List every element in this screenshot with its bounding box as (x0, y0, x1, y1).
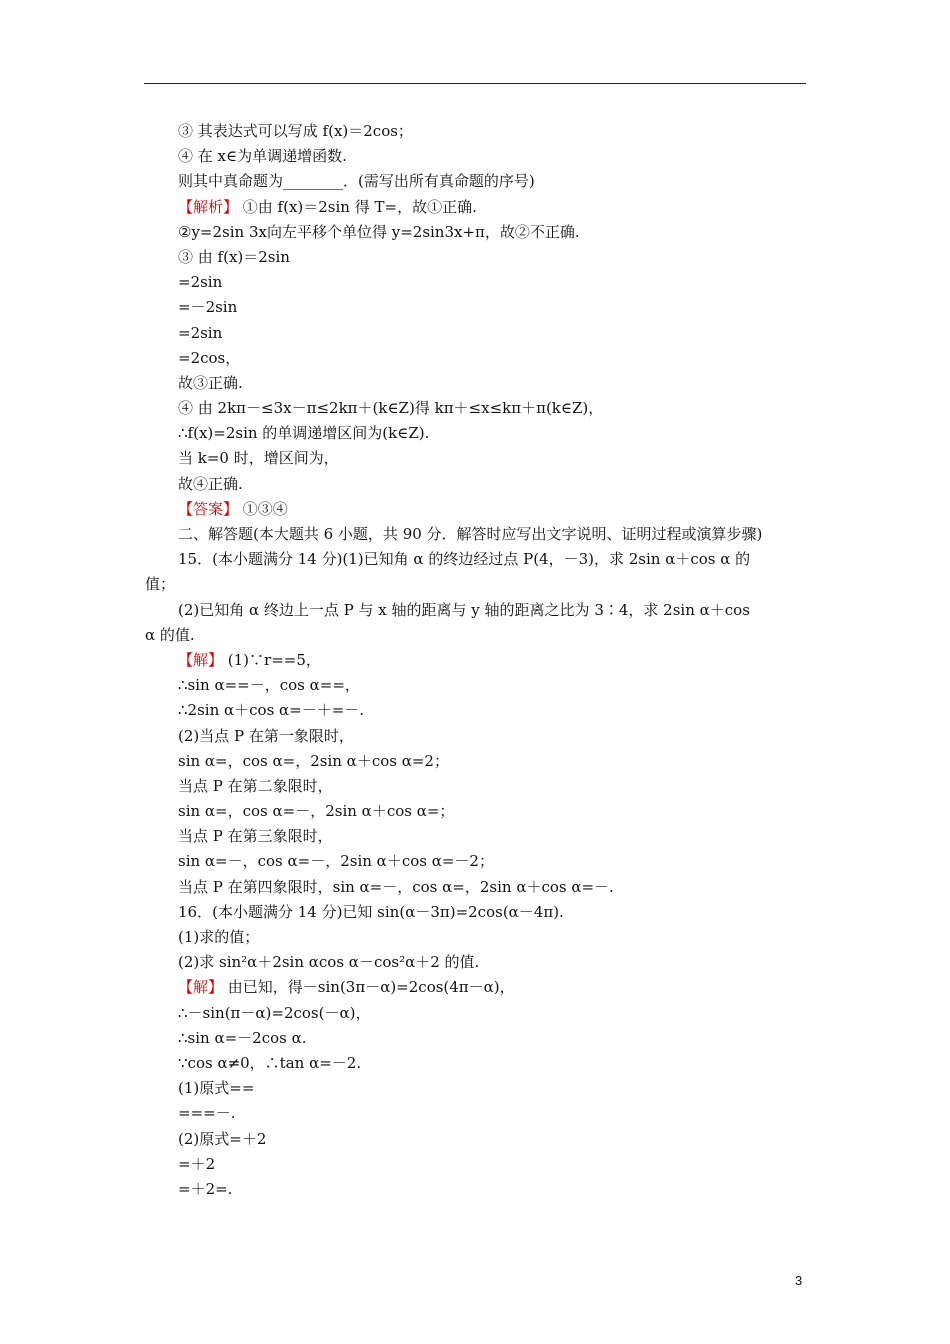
line-text: 当点 P 在第二象限时， (178, 776, 333, 795)
text-line (178, 900, 808, 925)
text-line (178, 472, 808, 497)
text-line (178, 1152, 808, 1177)
line-text: ∴sin α=－2cos α. (178, 1028, 307, 1047)
text-line (178, 421, 808, 446)
text-line (178, 321, 808, 346)
line-text: ②y=2sin 3x向左平移个单位得 y=2sin3x+π，故②不正确. (178, 222, 580, 241)
line-text: 故④正确. (178, 474, 243, 493)
line-text: ∵cos α≠0，∴tan α=－2. (178, 1053, 362, 1072)
text-line (178, 295, 808, 320)
line-text: (1)∵r==5， (223, 650, 321, 669)
header-rule (144, 83, 806, 84)
text-line (178, 547, 808, 572)
text-line (178, 1101, 808, 1126)
page-number: 3 (795, 1273, 803, 1288)
text-line (178, 1001, 808, 1026)
section-tag: 【解】 (178, 650, 224, 669)
text-line (178, 774, 808, 799)
line-text: 由已知，得－sin(3π－α)=2cos(4π－α)， (223, 978, 515, 997)
line-text: (2)求 sin²α＋2sin αcos α－cos²α＋2 的值. (178, 953, 480, 972)
line-text: ===－. (178, 1104, 236, 1123)
line-text: ∴－sin(π－α)=2cos(－α)， (178, 1003, 371, 1022)
section-tag: 【解析】 (178, 197, 239, 216)
line-text: ③ 由 f(x)＝2sin (178, 247, 290, 266)
line-text: 当点 P 在第四象限时，sin α=－，cos α=，2sin α＋cos α=－. (178, 877, 614, 896)
line-text: 当点 P 在第三象限时， (178, 827, 333, 846)
line-text: 二、解答题(本大题共 6 小题，共 90 分．解答时应写出文字说明、证明过程或演算步骤) (178, 525, 763, 543)
text-line (178, 1177, 808, 1202)
line-text: (1)原式== (178, 1079, 255, 1098)
text-line (178, 698, 808, 723)
line-text: =2sin (178, 323, 223, 342)
line-text: =－2sin (178, 298, 238, 317)
text-line (178, 1051, 808, 1076)
line-text: ∴f(x)=2sin 的单调递增区间为(k∈Z). (178, 424, 430, 443)
text-line (178, 220, 808, 245)
line-text: (2)当点 P 在第一象限时， (178, 726, 354, 745)
text-line (178, 824, 808, 849)
text-line (178, 673, 808, 698)
text-line (178, 446, 808, 471)
text-line (178, 169, 808, 194)
line-text: sin α=，cos α=－，2sin α＋cos α=； (178, 802, 455, 821)
text-line (145, 623, 775, 648)
line-text: 当 k=0 时，增区间为， (178, 449, 339, 468)
text-line (178, 270, 808, 295)
section-tag: 【解】 (178, 978, 224, 997)
line-text: =＋2=. (178, 1179, 233, 1198)
text-line (178, 598, 808, 623)
line-text: ①③④ (238, 499, 288, 518)
line-text: (2)原式=＋2 (178, 1129, 267, 1148)
text-line (178, 245, 808, 270)
line-text: α 的值. (145, 625, 195, 644)
text-line (178, 522, 808, 547)
line-text: 故③正确. (178, 373, 243, 392)
line-text: sin α=，cos α=，2sin α＋cos α=2； (178, 751, 449, 770)
line-text: (1)求的值； (178, 928, 260, 946)
line-text: ④ 在 x∈为单调递增函数. (178, 147, 347, 166)
text-line (178, 1026, 808, 1051)
line-text: 16．(本小题满分 14 分)已知 sin(α－3π)=2cos(α－4π). (178, 902, 564, 921)
line-text: =2cos， (178, 348, 241, 367)
text-line (178, 371, 808, 396)
text-line (178, 195, 808, 220)
text-line (178, 396, 808, 421)
text-line (178, 648, 808, 673)
text-line (178, 849, 808, 874)
text-line (178, 724, 808, 749)
text-line (178, 497, 808, 522)
document-body (145, 119, 808, 1202)
text-line (178, 975, 808, 1000)
text-line (178, 346, 808, 371)
text-line (178, 119, 808, 144)
line-text: =2sin (178, 273, 223, 292)
text-line (178, 799, 808, 824)
line-text: sin α=－，cos α=－，2sin α＋cos α=－2； (178, 852, 494, 871)
line-text: ③ 其表达式可以写成 f(x)＝2cos； (178, 122, 413, 140)
line-text: ∴sin α==－，cos α==， (178, 676, 360, 695)
line-text: 15．(本小题满分 14 分)(1)已知角 α 的终边经过点 P(4，－3)，求 2sin α＋cos α 的 (178, 550, 751, 569)
line-text: ∴2sin α＋cos α=－＋=－. (178, 701, 365, 720)
line-text: (2)已知角 α 终边上一点 P 与 x 轴的距离与 y 轴的距离之比为 3∶4，求 2sin α＋cos (178, 600, 750, 619)
text-line (178, 950, 808, 975)
text-line (145, 572, 775, 597)
text-line (178, 144, 808, 169)
text-line (178, 1127, 808, 1152)
text-line (178, 1076, 808, 1101)
line-text: =＋2 (178, 1154, 216, 1173)
text-line (178, 925, 808, 950)
section-tag: 【答案】 (178, 499, 239, 518)
line-text: 值； (145, 575, 176, 594)
line-text: ①由 f(x)＝2sin 得 T=，故①正确. (238, 197, 477, 216)
line-text: 则其中真命题为________．(需写出所有真命题的序号) (178, 172, 535, 191)
line-text: ④ 由 2kπ－≤3x－π≤2kπ＋(k∈Z)得 kπ＋≤x≤kπ＋π(k∈Z)， (178, 399, 604, 418)
text-line (178, 875, 808, 900)
text-line (178, 749, 808, 774)
